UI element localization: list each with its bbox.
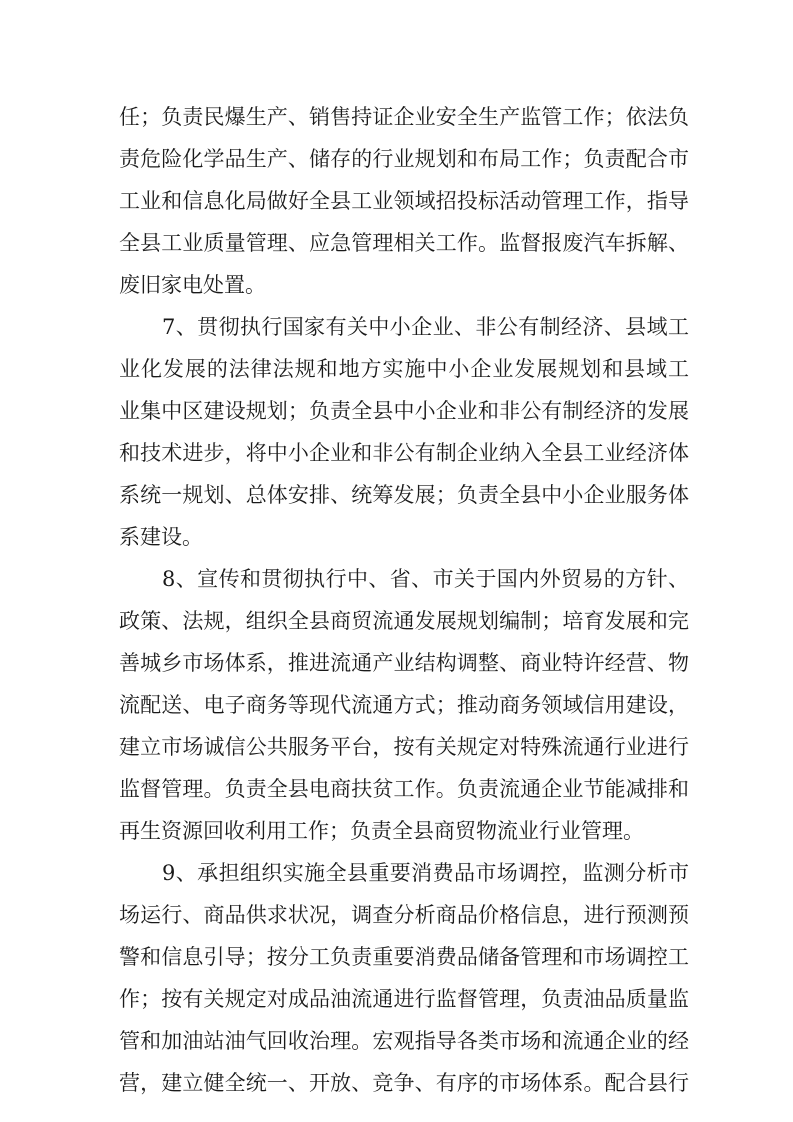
text-line: 业化发展的法律法规和地方实施中小企业发展规划和县域工 [119, 357, 689, 381]
text-line: 监督管理。负责全县电商扶贫工作。负责流通企业节能减排和 [119, 777, 689, 801]
paragraph-7-start: 7、贯彻执行国家有关中小企业、非公有制经济、县域工 [162, 315, 689, 339]
text-line: 警和信息引导；按分工负责重要消费品储备管理和市场调控工 [119, 945, 689, 969]
text-line: 管和加油站油气回收治理。宏观指导各类市场和流通企业的经 [119, 1029, 689, 1053]
text-line: 业集中区建设规划；负责全县中小企业和非公有制经济的发展 [119, 399, 689, 423]
text-line: 废旧家电处置。 [119, 273, 266, 297]
text-line: 系建设。 [119, 525, 203, 549]
text-line: 作；按有关规定对成品油流通进行监督管理，负责油品质量监 [119, 987, 689, 1011]
paragraph-8-start: 8、宣传和贯彻执行中、省、市关于国内外贸易的方针、 [162, 567, 689, 591]
text-line: 和技术进步，将中小企业和非公有制企业纳入全县工业经济体 [119, 441, 689, 465]
text-line: 营，建立健全统一、开放、竞争、有序的市场体系。配合县行 [119, 1071, 689, 1095]
text-line: 责危险化学品生产、储存的行业规划和布局工作；负责配合市 [119, 147, 689, 171]
text-line: 全县工业质量管理、应急管理相关工作。监督报废汽车拆解、 [119, 231, 689, 255]
paragraph-9-start: 9、承担组织实施全县重要消费品市场调控，监测分析市 [162, 861, 689, 885]
text-line: 再生资源回收利用工作；负责全县商贸物流业行业管理。 [119, 819, 644, 843]
text-line: 善城乡市场体系，推进流通产业结构调整、商业特许经营、物 [119, 651, 689, 675]
text-line: 流配送、电子商务等现代流通方式；推动商务领域信用建设， [119, 693, 689, 717]
text-line: 系统一规划、总体安排、统筹发展；负责全县中小企业服务体 [119, 483, 689, 507]
text-line: 建立市场诚信公共服务平台，按有关规定对特殊流通行业进行 [119, 735, 689, 759]
text-line: 任；负责民爆生产、销售持证企业安全生产监管工作；依法负 [119, 105, 689, 129]
text-line: 场运行、商品供求状况，调查分析商品价格信息，进行预测预 [119, 903, 689, 927]
text-line: 工业和信息化局做好全县工业领域招投标活动管理工作，指导 [119, 189, 689, 213]
text-line: 政策、法规，组织全县商贸流通发展规划编制；培育发展和完 [119, 609, 689, 633]
